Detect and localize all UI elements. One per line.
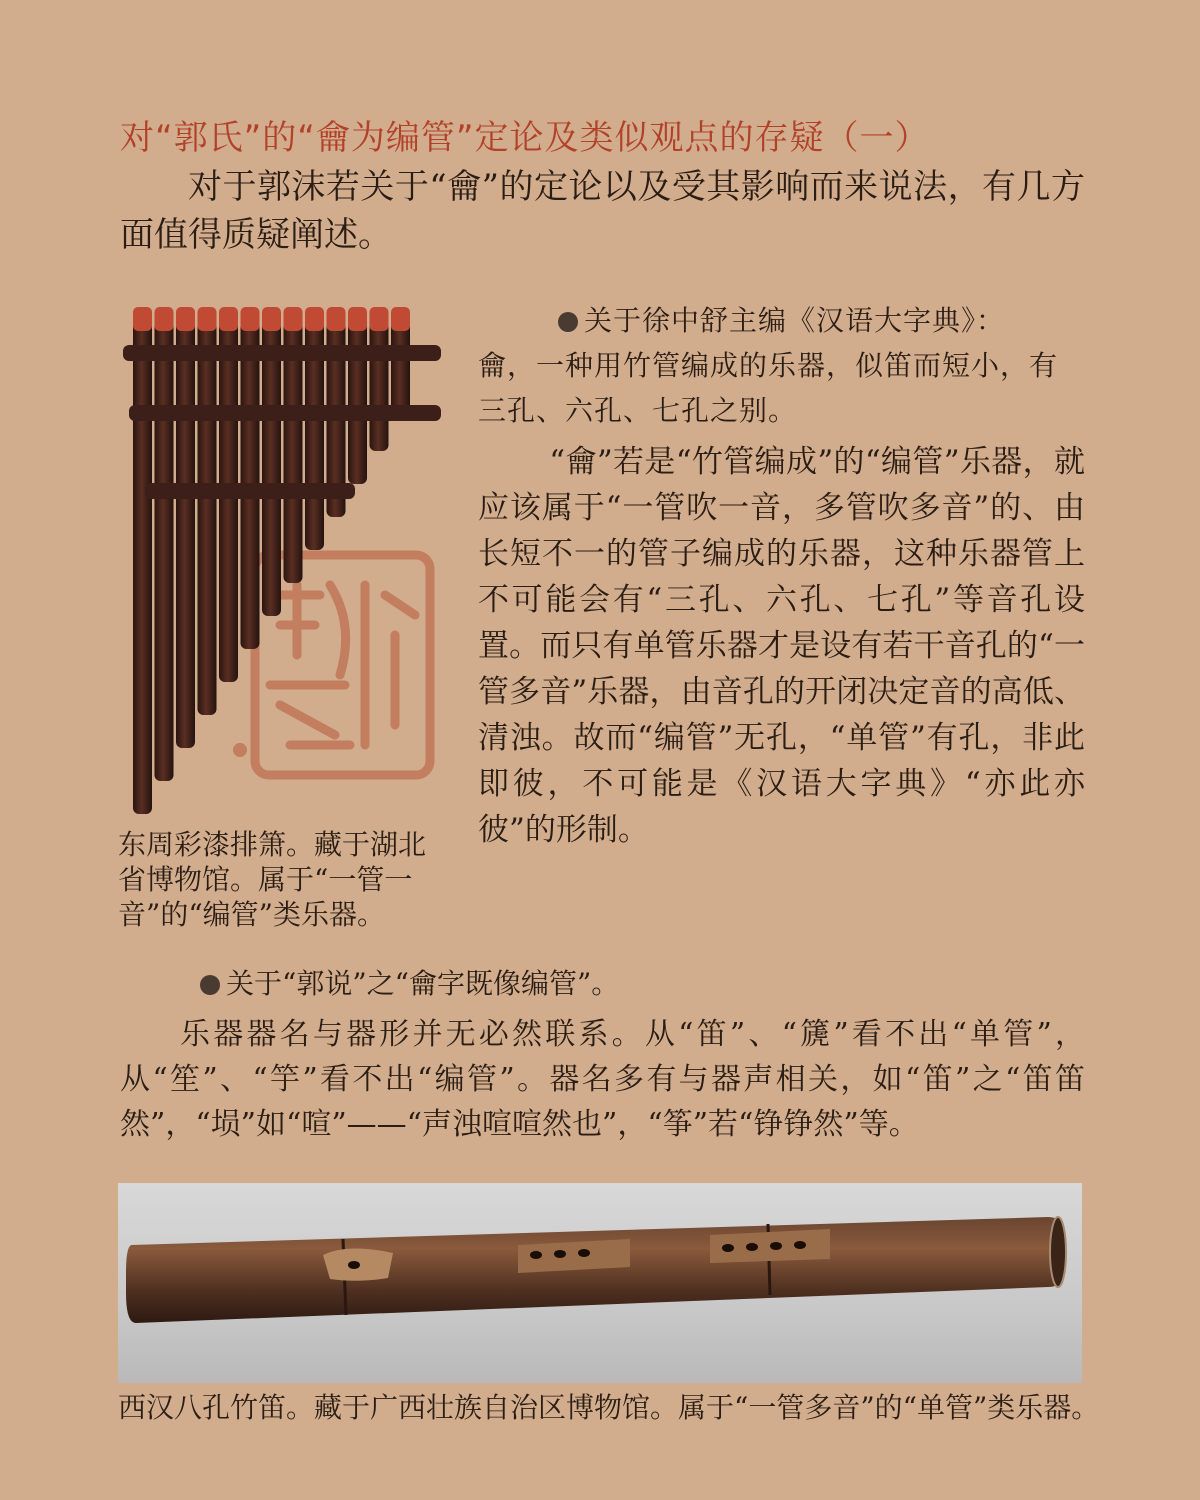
pipe-tube-top (198, 307, 217, 331)
flute-caption: 西汉八孔竹笛。藏于广西壮族自治区博物馆。属于“一管多音”的“单管”类乐器。 (118, 1391, 1100, 1424)
pipe-tube-top (241, 307, 260, 331)
guo-heading-line (120, 962, 1085, 1006)
pipe-tube-top (327, 307, 346, 331)
article-title: 对“郭氏”的“龠为编管”定论及类似观点的存疑（一） (120, 118, 930, 158)
pipe-tube-top (219, 307, 238, 331)
pipe-tube-top (262, 307, 281, 331)
guo-heading: 关于“郭说”之“龠字既像编管”。 (226, 967, 620, 1000)
flute-photo (118, 1183, 1082, 1383)
bullet-icon (558, 312, 578, 332)
pipe-tube (176, 309, 195, 748)
pipe-tube-top (305, 307, 324, 331)
pipe-tube (348, 309, 367, 484)
dictionary-quote (478, 298, 1085, 433)
guo-paragraph: 乐器器名与器形并无必然联系。从“笛”、“篪”看不出“单管”，从“笙”、“竽”看不出“编管”。器名多有与器声相关，如“笛”之“笛笛然”，“埙”如“喧”——“声浊喧喧然也”，“筝”若“铮铮然”等。 (120, 1017, 1085, 1142)
pipe-tube (198, 309, 217, 715)
bullet-icon (200, 975, 220, 995)
pipe-tube-top (133, 307, 152, 331)
pipe-tube-top (284, 307, 303, 331)
pipe-tube-top (155, 307, 174, 331)
pipe-tube (155, 309, 174, 781)
pipe-tube-top (176, 307, 195, 331)
intro-paragraph: 对于郭沫若关于“龠”的定论以及受其影响而来说法，有几方面值得质疑阐述。 (120, 167, 1085, 255)
pipe-tube-top (370, 307, 389, 331)
argument-paragraph: “龠”若是“竹管编成”的“编管”乐器，就应该属于“一管吹一音，多管吹多音”的、由长短不一的管子编成的乐器，这种乐器管上不可能会有“三孔、六孔、七孔”等音孔设置。而只有单管乐器才是设有若干音孔的“一管多音”乐器，由音孔的开闭决定音的高低、清浊。故而“编管”无孔，“单管”有孔，非此即彼，不可能是《汉语大字典》“亦此亦彼”的形制。 (478, 444, 1085, 848)
dictionary-definition: 龠，一种用竹管编成的乐器，似笛而短小，有三孔、六孔、七孔之别。 (478, 349, 1059, 427)
panpipe-caption: 东周彩漆排箫。藏于湖北省博物馆。属于“一管一音”的“编管”类乐器。 (118, 828, 427, 931)
pipe-tube-top (391, 307, 410, 331)
right-column (478, 298, 1085, 853)
pipe-tube-top (348, 307, 367, 331)
dictionary-heading: 关于徐中舒主编《汉语大字典》： (584, 304, 1006, 337)
panpipe-photo (115, 295, 455, 820)
pipe-tube (133, 309, 152, 814)
